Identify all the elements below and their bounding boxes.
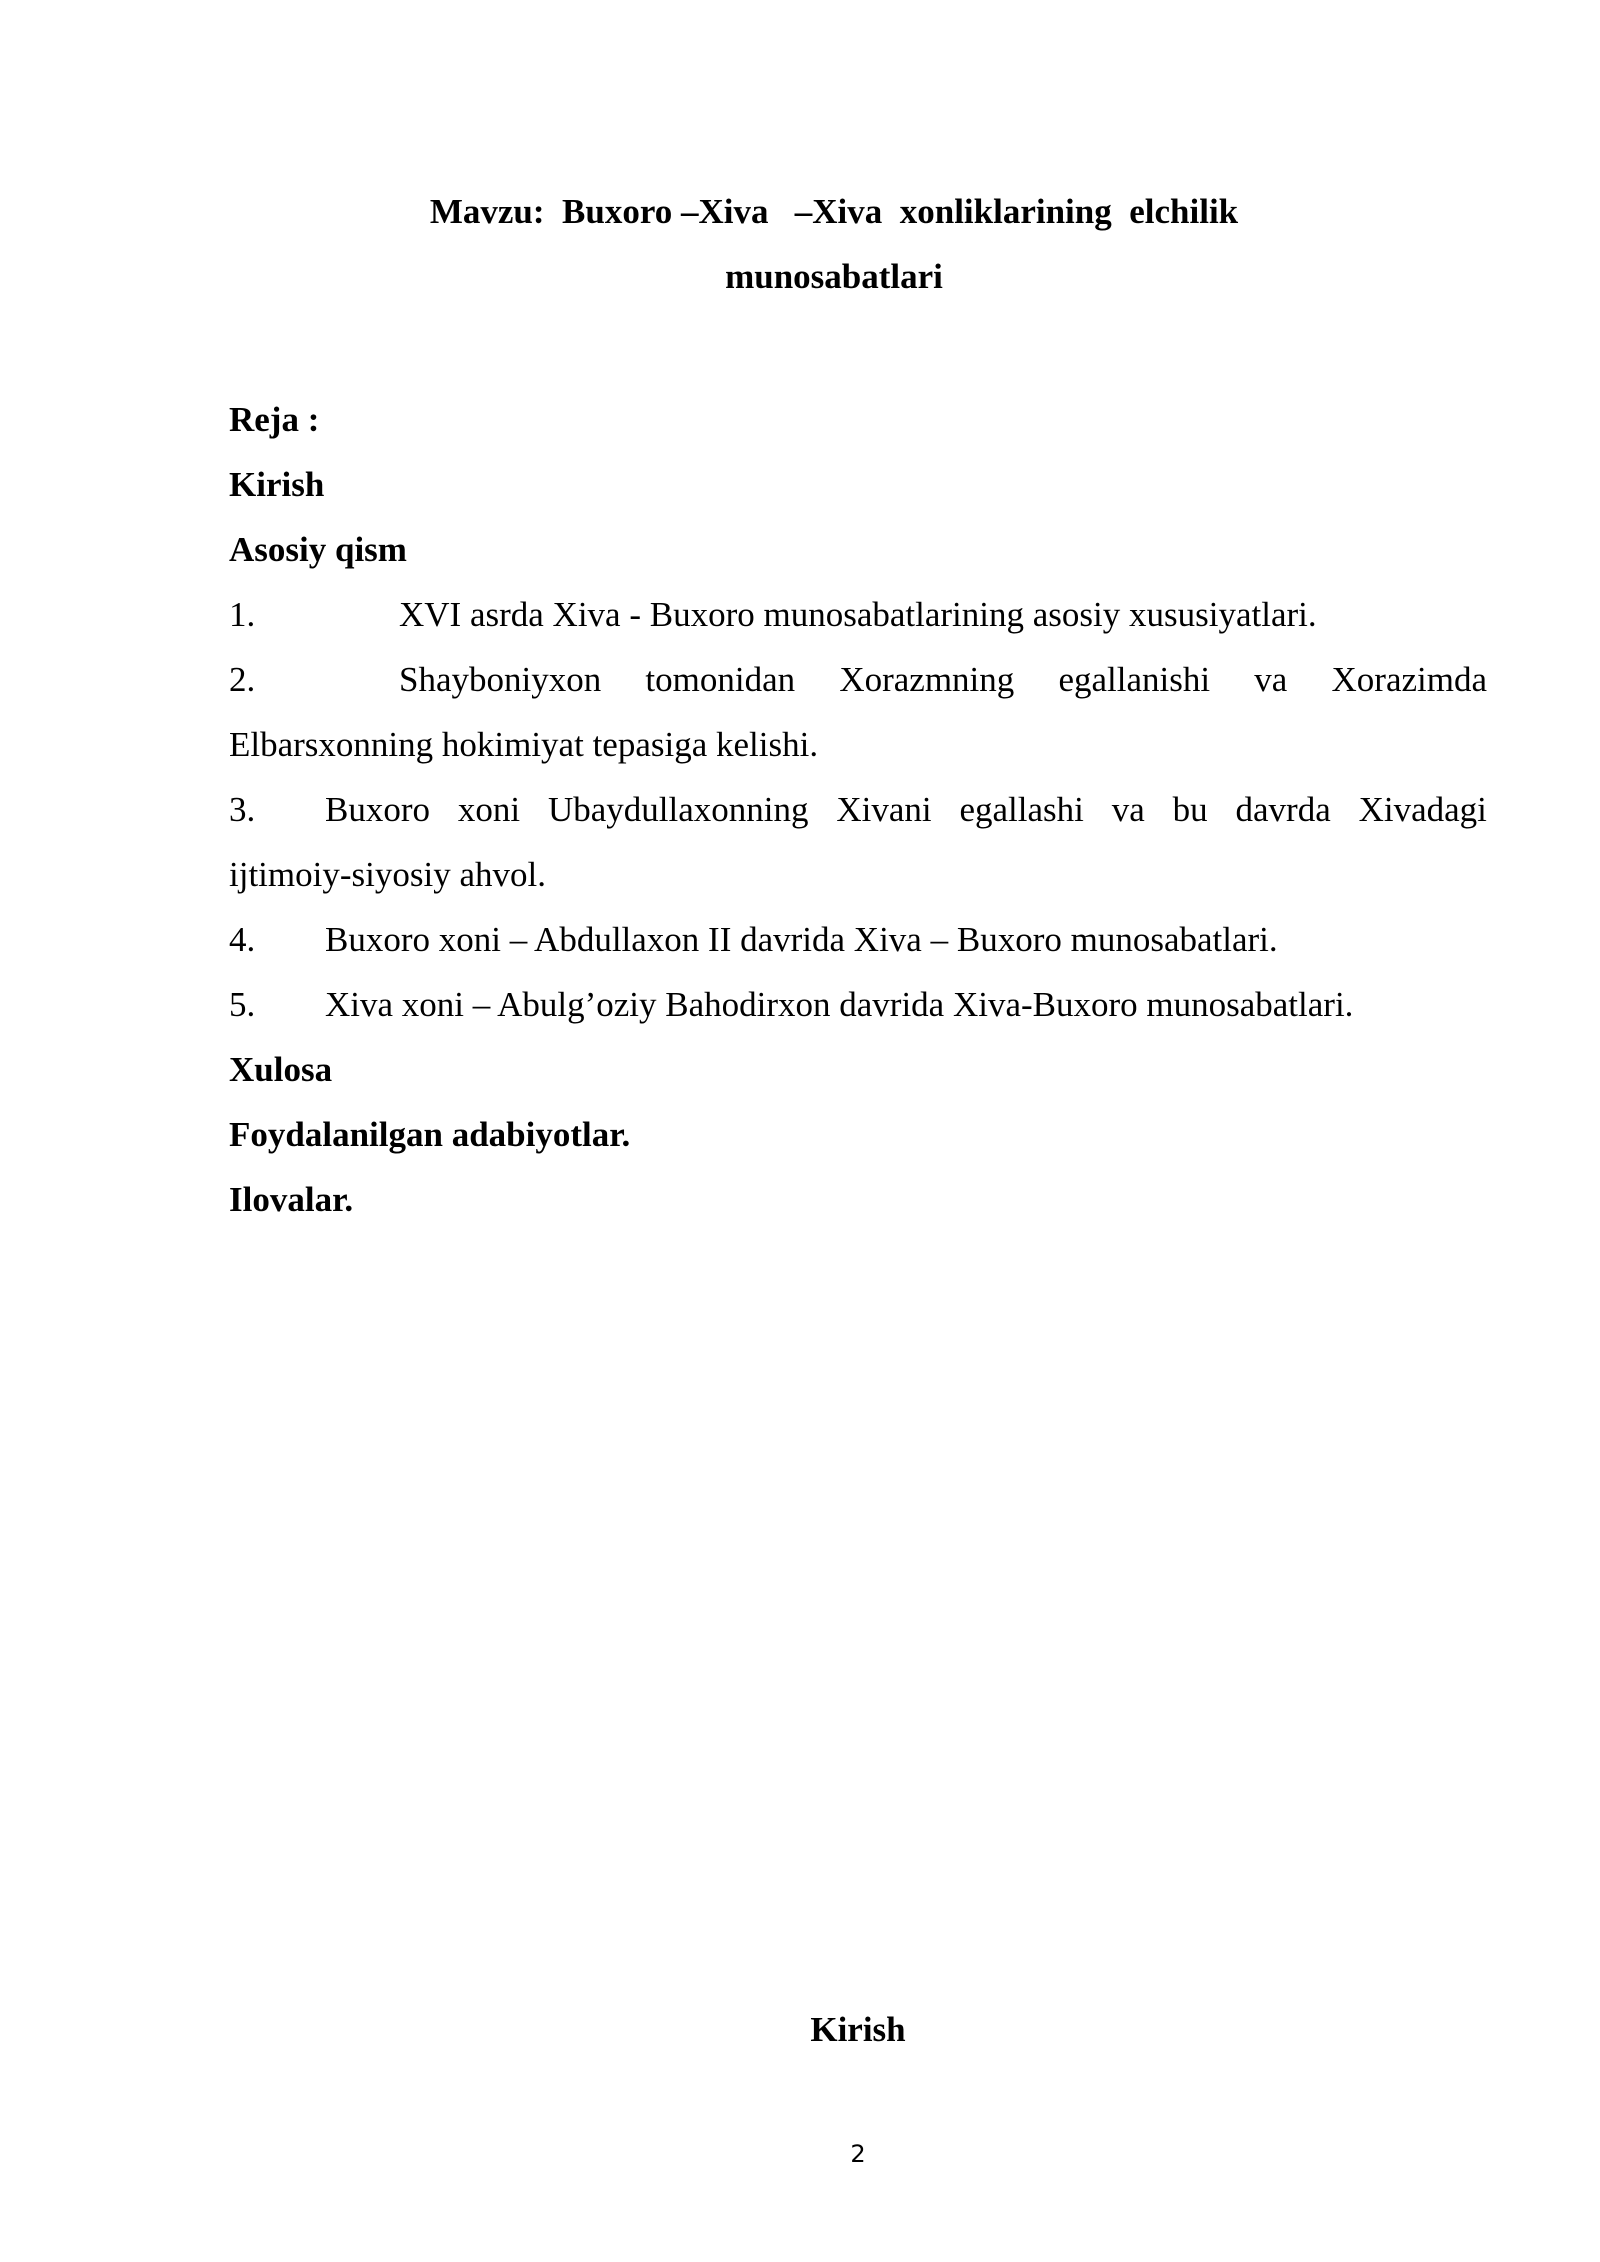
plan-item-word: va (1111, 790, 1145, 829)
plan-item-text: XVI asrda Xiva - Buxoro munosabatlarining asosiy xususiyatlari. (399, 595, 1317, 634)
plan-item-word: bu (1172, 790, 1208, 829)
plan-item-number: 2. (229, 660, 256, 699)
plan-heading: Reja : (229, 400, 320, 439)
plan-item-word: Xorazimda (1331, 660, 1487, 699)
plan-conclusion: Xulosa (229, 1050, 333, 1089)
plan-item-1 (229, 582, 1487, 647)
plan-item-word: egallanishi (1058, 660, 1211, 699)
plan-item-word: Ubaydullaxonning (547, 790, 809, 829)
plan-item-5 (229, 972, 1487, 1037)
plan-item-word: tomonidan (645, 660, 796, 699)
plan-item-word: Buxoro (325, 790, 430, 829)
page-number: 2 (850, 2140, 866, 2168)
plan-intro: Kirish (229, 465, 325, 504)
plan-item-word: Xivani (836, 790, 932, 829)
plan-references: Foydalanilgan adabiyotlar. (229, 1115, 631, 1154)
plan-item-number: 1. (229, 595, 256, 634)
plan-item-number: 3. (229, 790, 256, 829)
plan-item-2 (229, 647, 1487, 712)
section-heading-intro: Kirish (810, 2010, 906, 2049)
plan-item-number: 5. (229, 985, 256, 1024)
plan-item-word: xoni (457, 790, 521, 829)
plan-item-text: Xiva xoni – Abulg’oziy Bahodirxon davrida Xiva-Buxoro munosabatlari. (325, 985, 1354, 1024)
plan-item-text (325, 777, 1487, 842)
plan-item-word: Shayboniyxon (399, 660, 602, 699)
plan-item-word: Xivadagi (1358, 790, 1487, 829)
plan-main-part: Asosiy qism (229, 530, 407, 569)
plan-item-word: egallashi (959, 790, 1084, 829)
title-line-1: Mavzu: Buxoro –Xiva –Xiva xonliklarining elchilik (429, 192, 1239, 231)
plan-item-word: va (1254, 660, 1288, 699)
plan-item-3 (229, 777, 1487, 842)
plan-item-number: 4. (229, 920, 256, 959)
plan-item-2-continuation: Elbarsxonning hokimiyat tepasiga kelishi. (229, 725, 819, 764)
plan-item-text (399, 647, 1487, 712)
title-line-2: munosabatlari (725, 257, 943, 296)
plan-item-4 (229, 907, 1487, 972)
plan-item-text: Buxoro xoni – Abdullaxon II davrida Xiva – Buxoro munosabatlari. (325, 920, 1278, 959)
plan-item-word: Xorazmning (839, 660, 1015, 699)
plan-content (229, 387, 1487, 1232)
plan-appendices: Ilovalar. (229, 1180, 354, 1219)
plan-item-word: davrda (1235, 790, 1331, 829)
plan-item-3-continuation: ijtimoiy-siyosiy ahvol. (229, 855, 546, 894)
